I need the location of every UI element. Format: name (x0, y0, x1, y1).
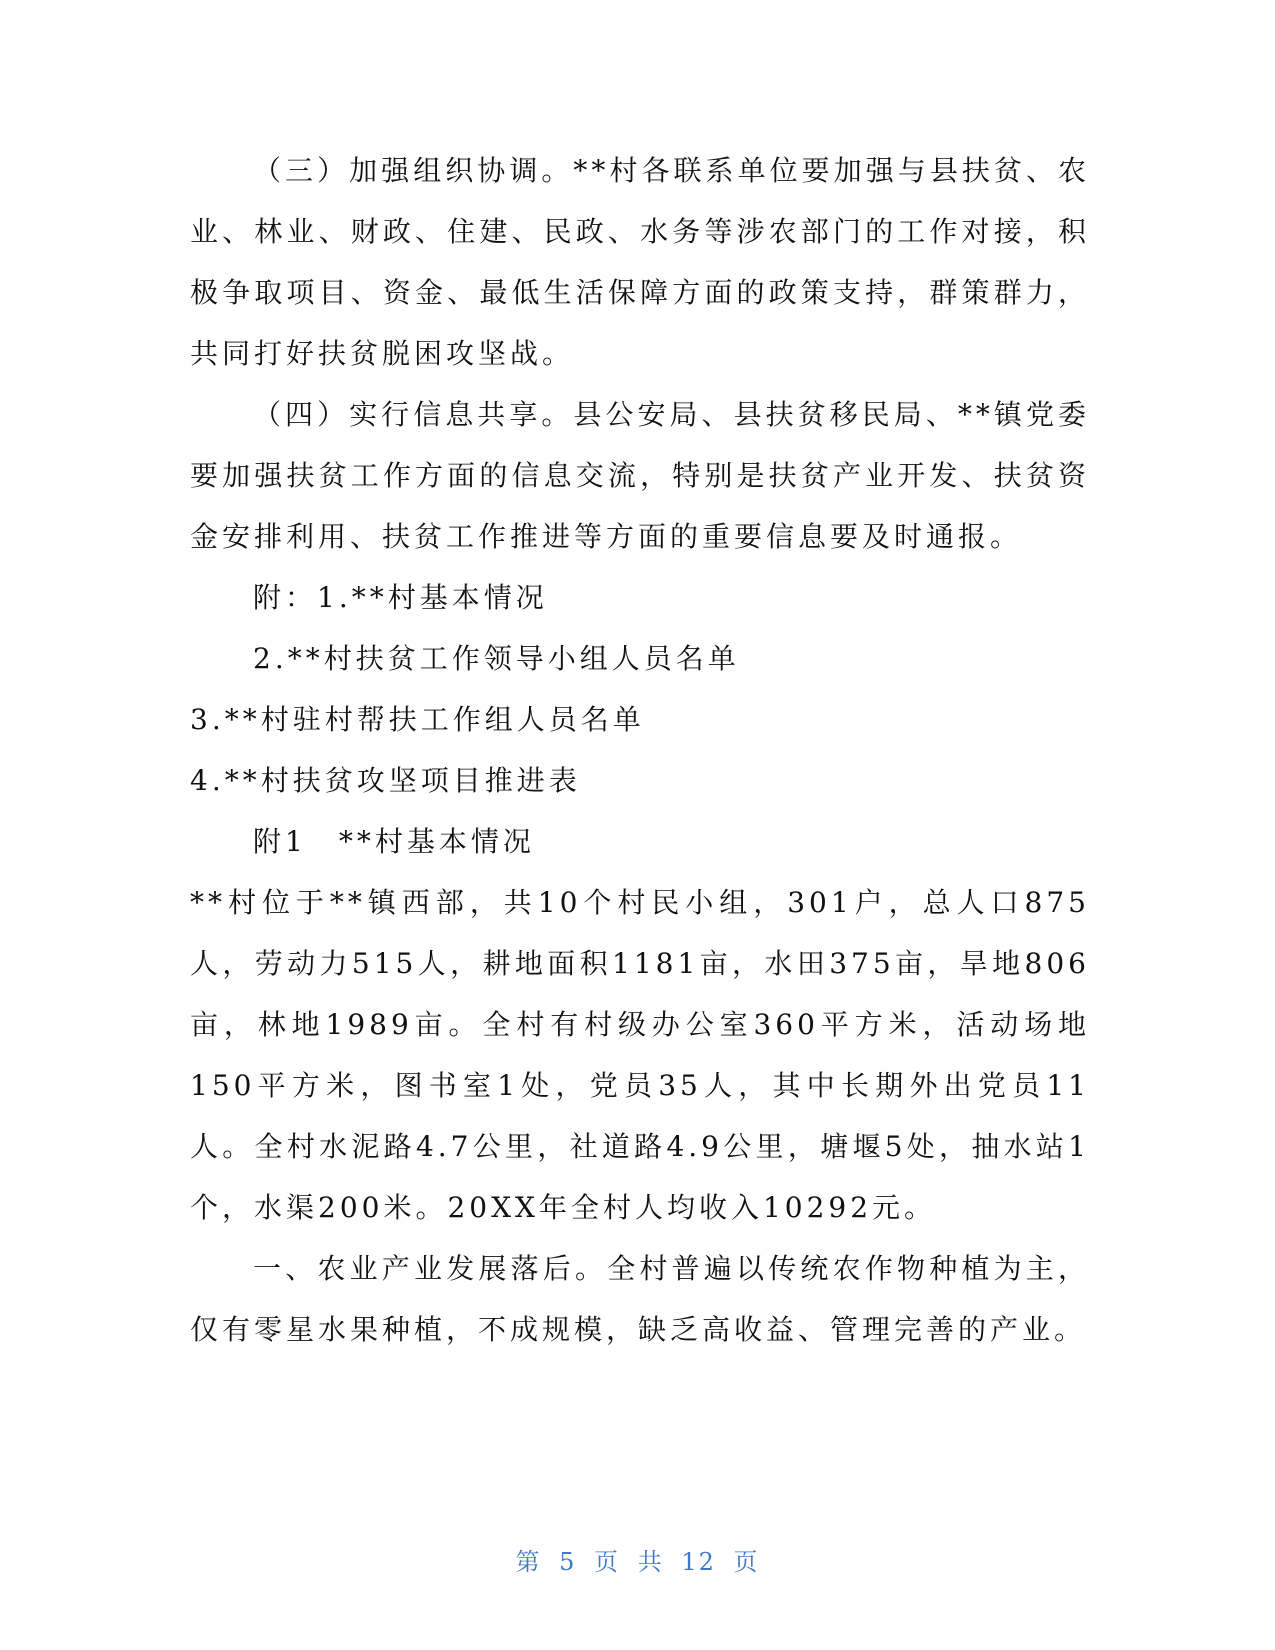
paragraph-village-overview: **村位于**镇西部，共10个村民小组，301户，总人口875人，劳动力515人，耕地面积1181亩，水田375亩，旱地806亩，林地1989亩。全村有村级办公室360平方米，活动场地150平方米，图书室1处，党员35人，其中长期外出党员11人。全村水泥路4.7公里，社道路4.9公里，塘堰5处，抽水站1个，水渠200米。20XX年全村人均收入10292元。 (190, 886, 1090, 1224)
paragraph-agriculture: 一、农业产业发展落后。全村普遍以传统农作物种植为主，仅有零星水果种植，不成规模，缺乏高收益、管理完善的产业。 (190, 1252, 1090, 1346)
annex-item-4: 4.**村扶贫攻坚项目推进表 (190, 764, 581, 797)
annex-item-1: 附：1.**村基本情况 (253, 581, 548, 614)
page-footer (0, 1542, 1275, 1577)
annex-item-2: 2.**村扶贫工作领导小组人员名单 (253, 642, 740, 675)
footer-word-di: 第 (515, 1548, 542, 1576)
annex-item-3: 3.**村驻村帮扶工作组人员名单 (190, 703, 645, 736)
document-body (190, 140, 1090, 1360)
footer-total-pages: 12 (681, 1548, 716, 1576)
footer-current-page: 5 (559, 1548, 577, 1576)
footer-word-ye-2: 页 (733, 1548, 760, 1576)
annex-heading: 附1 **村基本情况 (253, 825, 535, 858)
footer-word-ye: 页 (594, 1548, 621, 1576)
footer-word-gong: 共 (637, 1548, 664, 1576)
paragraph-information-sharing: （四）实行信息共享。县公安局、县扶贫移民局、**镇党委要加强扶贫工作方面的信息交流，特别是扶贫产业开发、扶贫资金安排利用、扶贫工作推进等方面的重要信息要及时通报。 (190, 398, 1090, 553)
paragraph-strengthen-coordination: （三）加强组织协调。**村各联系单位要加强与县扶贫、农业、林业、财政、住建、民政、水务等涉农部门的工作对接，积极争取项目、资金、最低生活保障方面的政策支持，群策群力，共同打好扶贫脱困攻坚战。 (190, 154, 1090, 370)
